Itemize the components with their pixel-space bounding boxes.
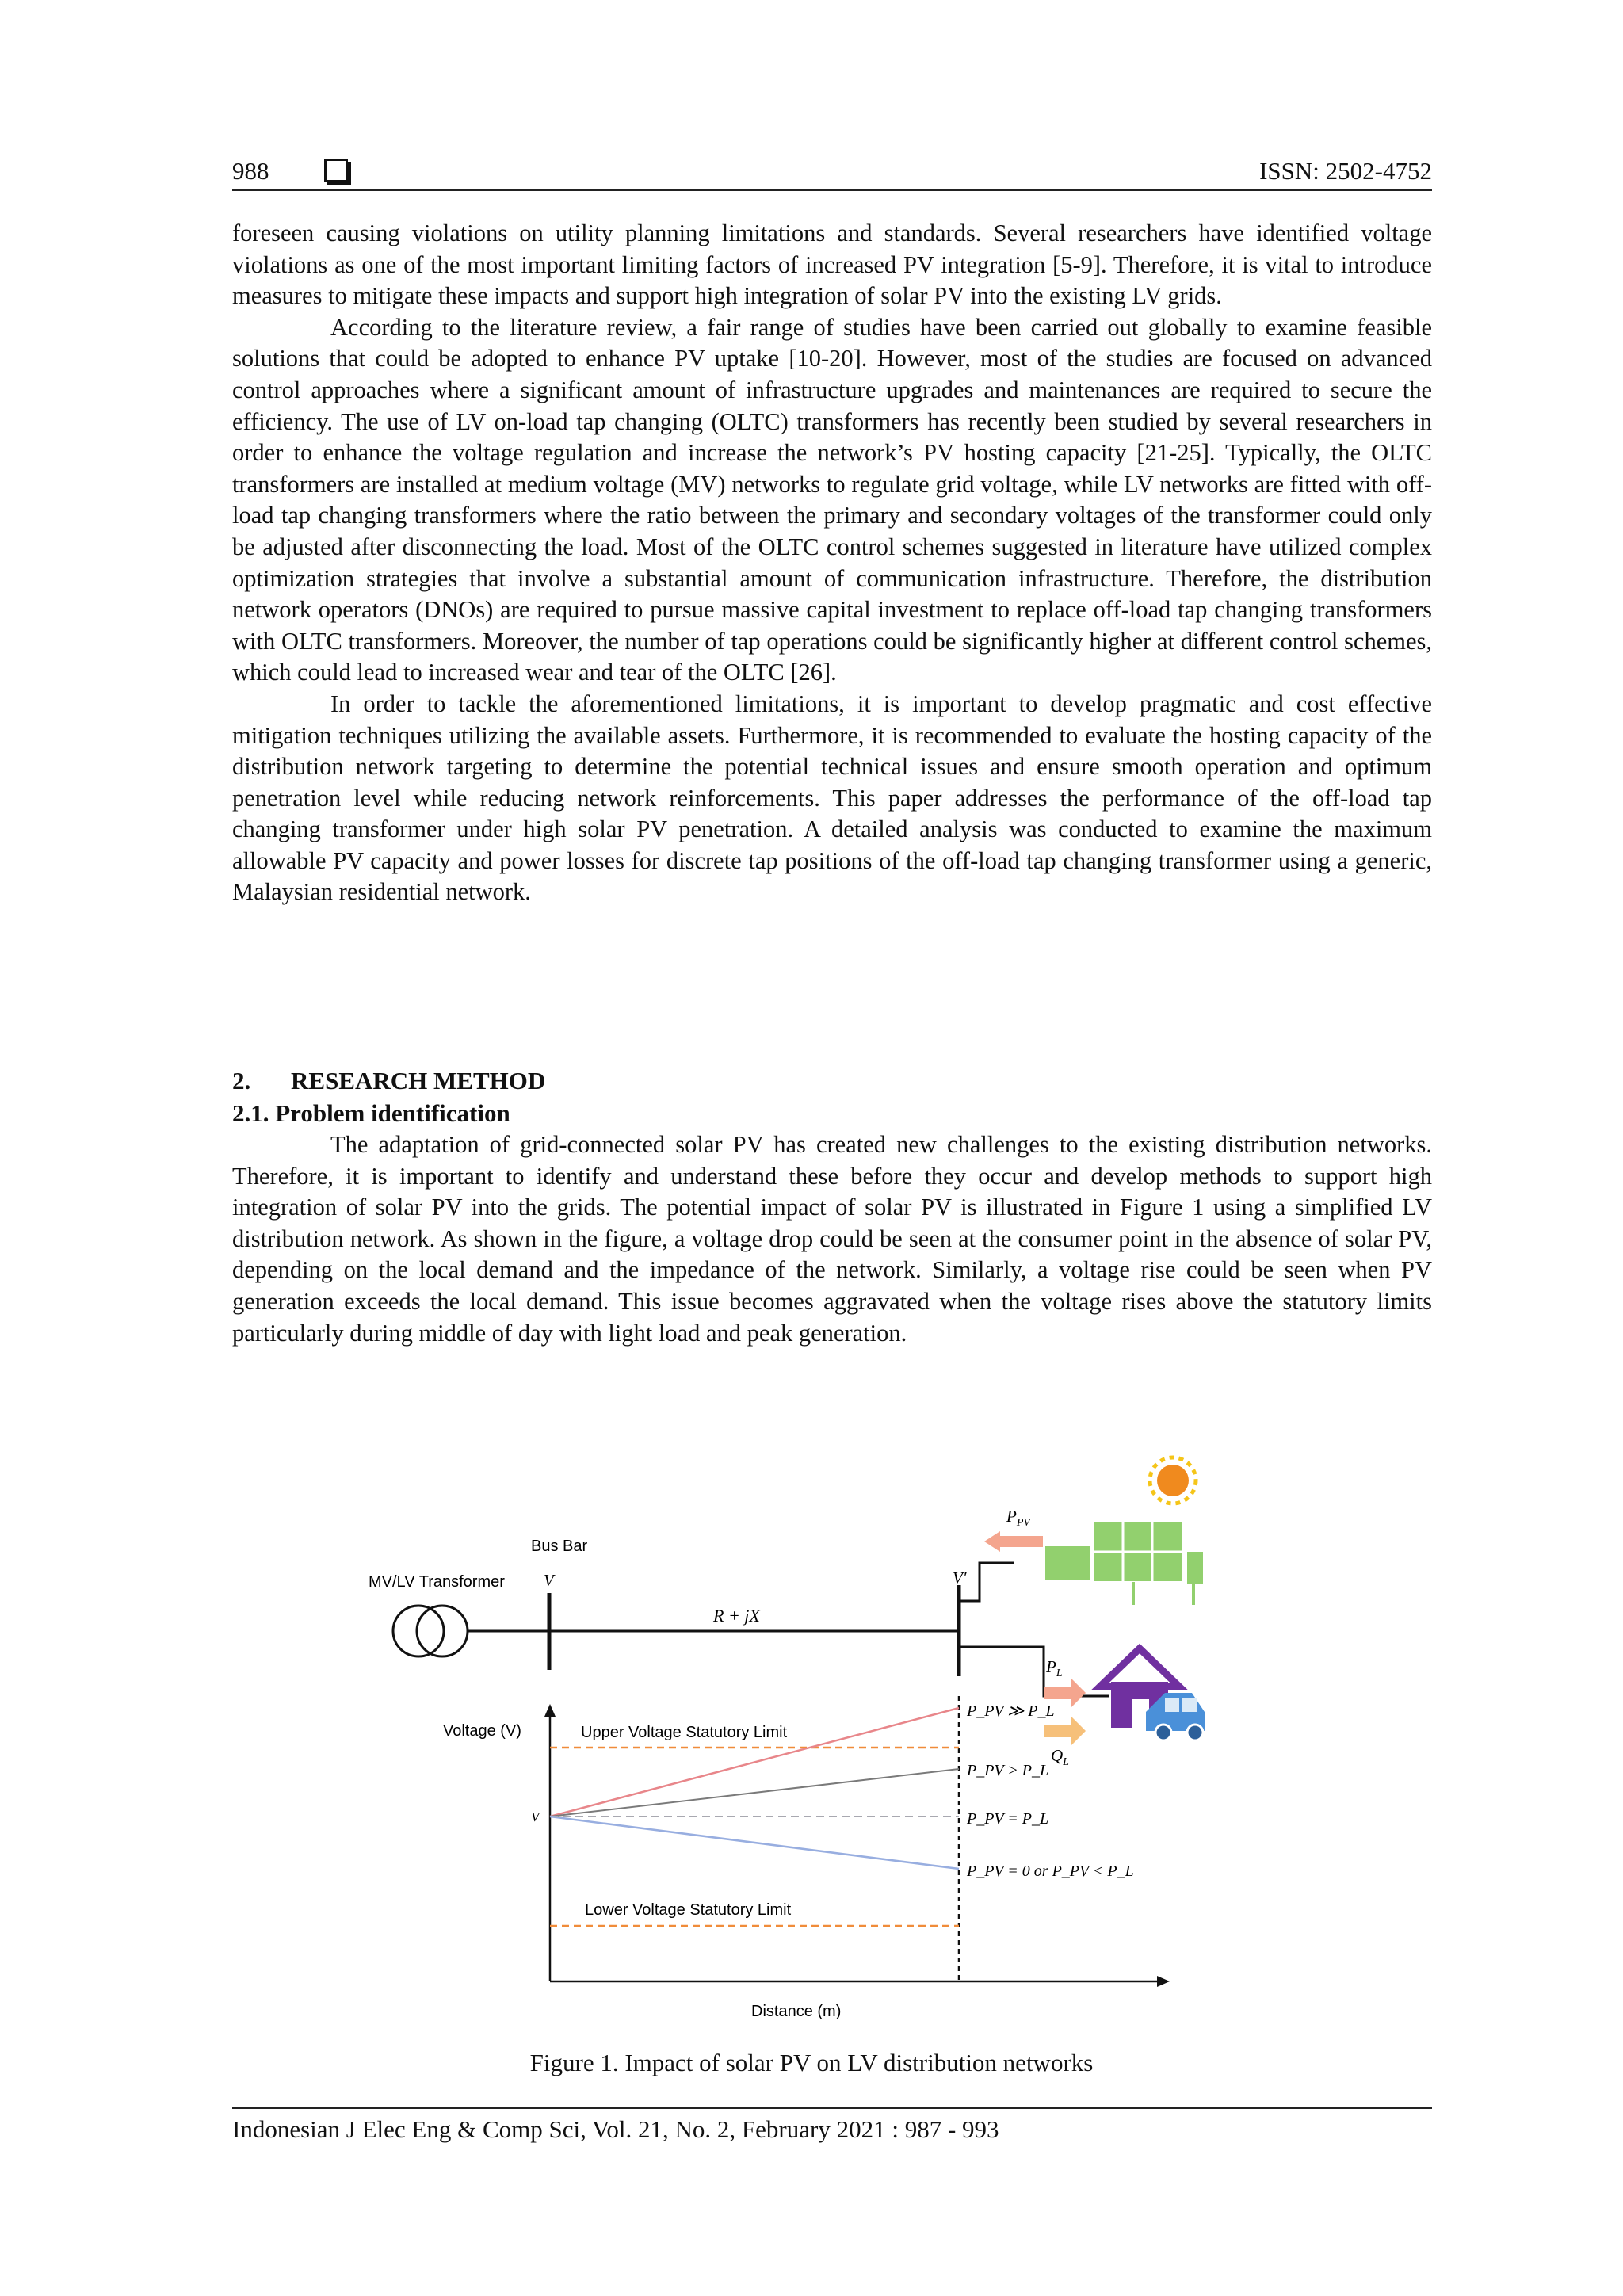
upper-limit-label: Upper Voltage Statutory Limit <box>581 1724 788 1741</box>
figure-caption: Figure 1. Impact of solar PV on LV distribution networks <box>529 2049 1094 2076</box>
y-axis-arrow-icon <box>544 1704 556 1717</box>
load-branch <box>959 1647 1109 1696</box>
lower-limit-label: Lower Voltage Statutory Limit <box>585 1901 792 1919</box>
origin-voltage-label: V <box>531 1809 540 1824</box>
transformer-label: MV/LV Transformer <box>369 1573 505 1591</box>
impedance-label: R + jX <box>713 1606 760 1626</box>
ppv-arrow-icon <box>984 1531 1043 1552</box>
end-voltage-label: V′ <box>953 1568 967 1587</box>
case-label: P_PV = 0 or P_PV < P_L <box>967 1862 1134 1880</box>
paragraph: In order to tackle the aforementioned limitations, it is important to develop pragmatic and cost effective mitigation techniques utilizing the available assets. Furthermore, it is recommended to evaluate the hosting capacity of the distribution network targeting to determine the potential technical issues and ensure smooth operation and optimum penetration level while reducing network reinforcements. This paper addresses the performance of the off-load tap changing transformer under high solar PV penetration. A detailed analysis was conducted to examine the maximum allowable PV capacity and power losses for discrete tap positions of the off-load tap changing transformer using a generic, Malaysian residential network. <box>232 690 1432 906</box>
bus-bar-label: Bus Bar <box>531 1538 588 1555</box>
y-axis-label: Voltage (V) <box>443 1722 521 1740</box>
solar-panel-icon <box>1044 1522 1203 1605</box>
case-label: P_PV ≫ P_L <box>967 1702 1055 1720</box>
section-title: RESEARCH METHOD <box>291 1067 546 1095</box>
pv-branch <box>959 1563 1014 1601</box>
section-heading <box>232 1067 545 1095</box>
body-text <box>232 218 1432 908</box>
sun-icon <box>1150 1457 1196 1503</box>
section-text <box>232 1129 1432 1349</box>
profile-line-mid <box>550 1769 959 1817</box>
pl-label: $P_L$ <box>1046 1657 1063 1679</box>
ql-arrow-icon <box>1044 1717 1086 1745</box>
footer-text: Indonesian J Elec Eng & Comp Sci, Vol. 21, No. 2, February 2021 : 987 - 993 <box>232 2115 999 2143</box>
paragraph: foreseen causing violations on utility planning limitations and standards. Several researchers have identified voltage violations as one of the most important limiting factors of increased PV integration [5-9]. Therefore, it is vital to introduce measures to mitigate these impacts and support high integration of solar PV into the existing LV grids. <box>232 220 1432 310</box>
case-label: P_PV = P_L <box>967 1810 1049 1828</box>
ql-label: $Q_L$ <box>1051 1746 1069 1768</box>
bus-voltage-label: V <box>544 1571 554 1590</box>
page-number: 988 <box>232 157 269 185</box>
case-label: P_PV > P_L <box>967 1762 1049 1779</box>
checkbox-square-icon <box>324 159 348 182</box>
page-footer <box>232 2107 1432 2144</box>
profile-line-low <box>550 1817 959 1869</box>
x-axis-arrow-icon <box>1157 1976 1170 1987</box>
section-number: 2. <box>232 1067 251 1095</box>
paragraph: The adaptation of grid-connected solar PV has created new challenges to the existing distribution networks. Therefore, it is important to identify and understand these before they occur and develop methods to support high integration of solar PV into the grids. The potential impact of solar PV is illustrated in Figure 1 using a simplified LV distribution network. As shown in the figure, a voltage drop could be seen at the consumer point in the absence of solar PV, depending on the local demand and the impedance of the network. Similarly, a voltage rise could be seen when PV generation exceeds the local demand. This issue becomes aggravated when the voltage rises above the statutory limits particularly during middle of day with light load and peak generation. <box>232 1131 1432 1347</box>
page-header <box>232 152 1432 191</box>
paragraph: According to the literature review, a fair range of studies have been carried out globally to examine feasible solutions that could be adopted to enhance PV uptake [10-20]. However, most of the studies are focused on advanced control approaches where a significant amount of infrastructure upgrades and maintenances are required to secure the efficiency. The use of LV on-load tap changing (OLTC) transformers has recently been studied by several researchers in order to enhance the voltage regulation and increase the network’s PV hosting capacity [21-25]. Typically, the OLTC transformers are installed at medium voltage (MV) networks to regulate grid voltage, while LV networks are fitted with off-load tap changing transformers where the ratio between the primary and secondary voltages of the transformer could only be adjusted after disconnecting the load. Most of the OLTC control schemes suggested in literature have utilized complex optimization strategies that involve a substantial amount of communication infrastructure. Therefore, the distribution network operators (DNOs) are required to pursue massive capital investment to replace off-load tap changing transformers with OLTC transformers. Moreover, the number of tap operations could be significantly higher at different control schemes, which could lead to increased wear and tear of the OLTC [26]. <box>232 313 1432 686</box>
figure-1 <box>349 1435 1205 2037</box>
issn: ISSN: 2502-4752 <box>1259 157 1432 185</box>
transformer-icon <box>393 1606 468 1656</box>
x-axis-label: Distance (m) <box>751 2003 842 2020</box>
ppv-label: $P_{PV}$ <box>1006 1507 1030 1529</box>
subsection-heading: 2.1. Problem identification <box>232 1099 510 1127</box>
